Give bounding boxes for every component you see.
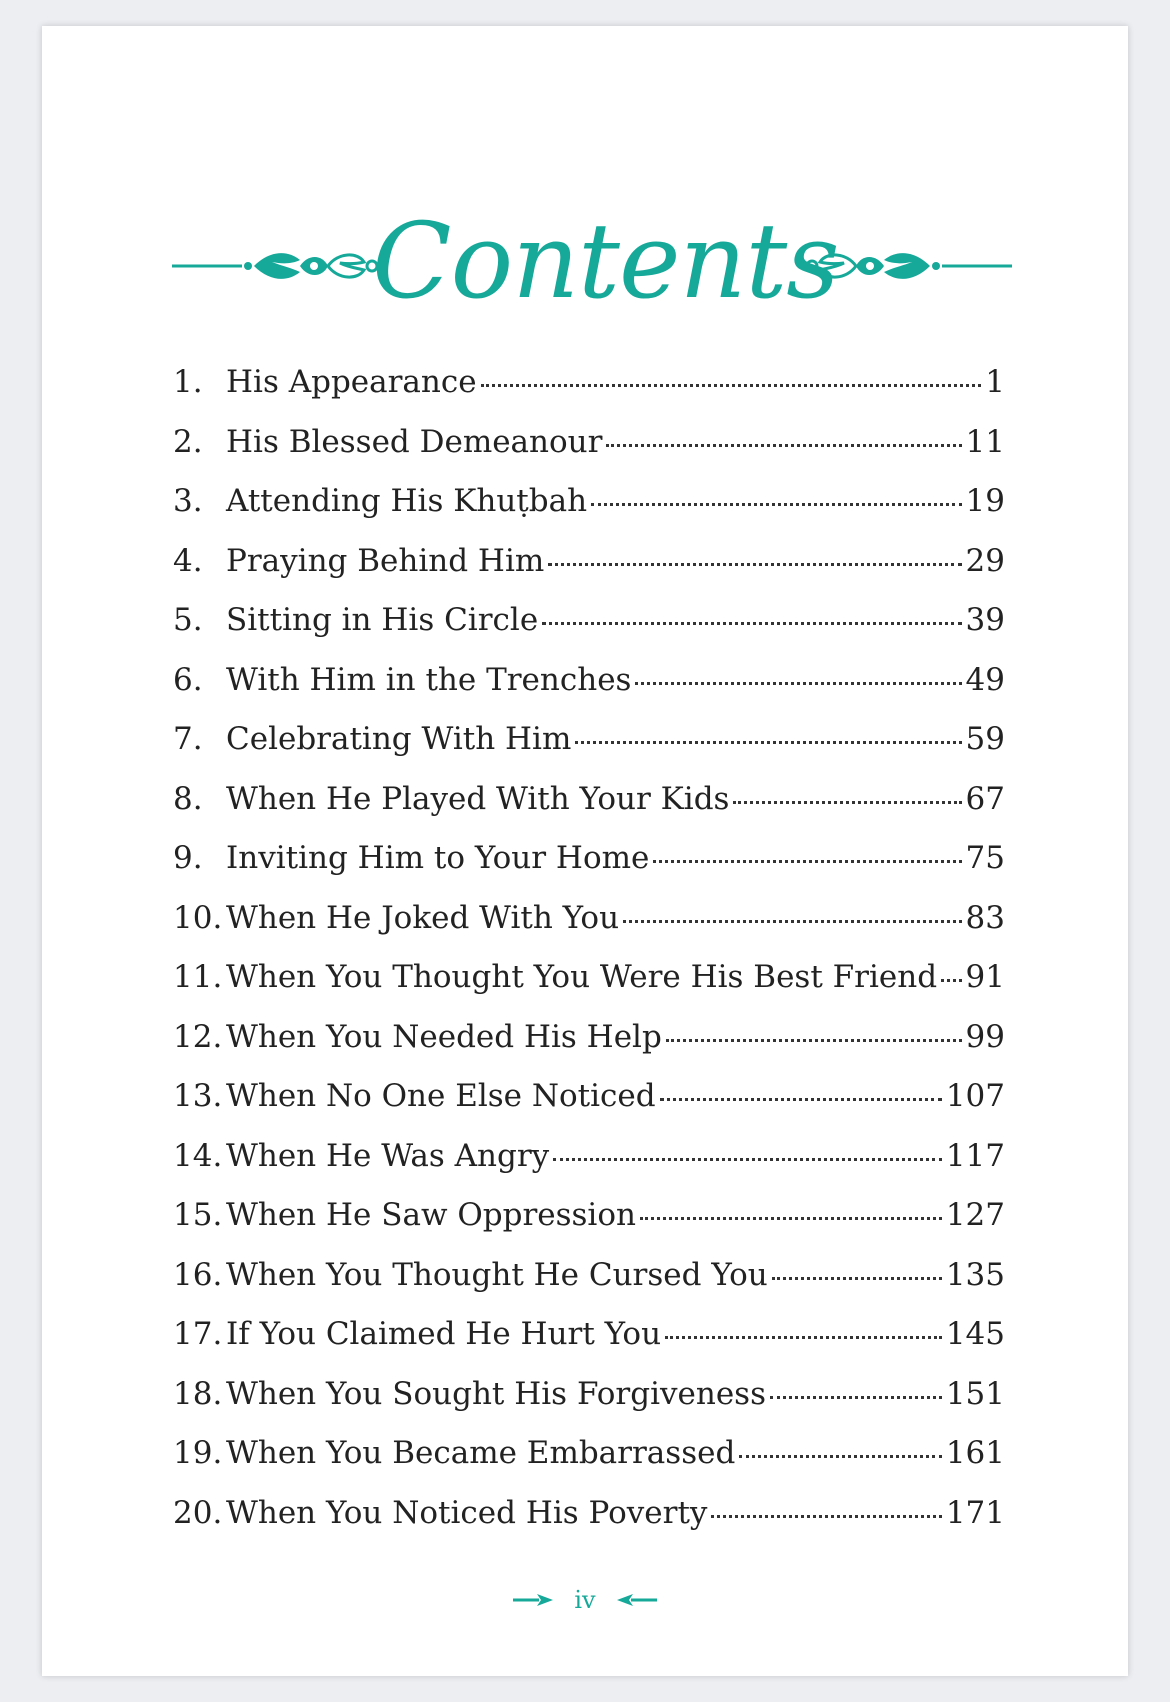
toc-entry[interactable] [173, 1257, 1005, 1317]
chapter-page: 39 [965, 602, 1005, 638]
chapter-number: 3. [173, 483, 203, 519]
chapter-number: 5. [173, 602, 203, 638]
dot-leader [542, 622, 961, 625]
chapter-page: 127 [945, 1197, 1005, 1233]
toc-entry[interactable] [173, 364, 1005, 424]
toc-entry[interactable] [173, 1316, 1005, 1376]
page-number: iv [574, 1586, 596, 1614]
chapter-title: When You Thought He Cursed You [226, 1256, 768, 1293]
dot-leader [772, 1277, 942, 1280]
chapter-page: 117 [945, 1137, 1005, 1174]
chapter-number: 1. [173, 364, 203, 400]
chapter-number: 8. [173, 780, 203, 817]
chapter-page: 67 [965, 780, 1005, 817]
chapter-number: 17. [173, 1316, 223, 1352]
chapter-title: When He Saw Oppression [226, 1197, 636, 1233]
chapter-title: When No One Else Noticed [226, 1078, 656, 1114]
chapter-number: 4. [173, 542, 203, 579]
chapter-page: 145 [945, 1316, 1005, 1352]
chapter-number: 2. [173, 423, 203, 460]
toc-entry[interactable] [173, 1019, 1005, 1079]
chapter-number: 6. [173, 661, 203, 698]
toc-entry[interactable] [173, 900, 1005, 960]
chapter-title: When You Needed His Help [226, 1018, 662, 1055]
dot-leader [666, 1039, 962, 1042]
dot-leader [575, 741, 961, 744]
chapter-page: 161 [945, 1435, 1005, 1471]
dot-leader [733, 801, 961, 804]
chapter-number: 18. [173, 1375, 223, 1412]
arrow-flourish-icon [513, 1593, 557, 1607]
toc-entry[interactable] [173, 959, 1005, 1019]
chapter-number: 15. [173, 1197, 223, 1233]
chapter-title: His Blessed Demeanour [226, 423, 603, 460]
chapter-title: When He Was Angry [226, 1137, 550, 1174]
toc-entry[interactable] [173, 1138, 1005, 1198]
toc-entry[interactable] [173, 721, 1005, 781]
chapter-page: 171 [945, 1494, 1005, 1531]
chapter-number: 20. [173, 1494, 223, 1531]
toc-entry[interactable] [173, 781, 1005, 841]
dot-leader [548, 563, 961, 566]
table-of-contents [173, 364, 1005, 1554]
chapter-title: Sitting in His Circle [226, 602, 539, 638]
dot-leader [481, 384, 982, 387]
chapter-title: Praying Behind Him [226, 542, 545, 579]
toc-entry[interactable] [173, 1435, 1005, 1495]
toc-entry[interactable] [173, 1078, 1005, 1138]
chapter-page: 99 [965, 1018, 1005, 1055]
chapter-title: Attending His Khuṭbah [226, 483, 588, 519]
toc-entry[interactable] [173, 1197, 1005, 1257]
chapter-page: 11 [965, 423, 1005, 460]
chapter-title: When He Played With Your Kids [226, 780, 730, 817]
chapter-number: 19. [173, 1435, 223, 1471]
chapter-title: Inviting Him to Your Home [226, 840, 650, 876]
chapter-page: 135 [945, 1256, 1005, 1293]
dot-leader [711, 1515, 941, 1518]
chapter-number: 10. [173, 899, 223, 936]
toc-entry[interactable] [173, 543, 1005, 603]
chapter-page: 151 [945, 1375, 1005, 1412]
floral-flourish-icon [802, 246, 1012, 286]
dot-leader [591, 503, 962, 506]
toc-entry[interactable] [173, 1376, 1005, 1436]
toc-entry[interactable] [173, 483, 1005, 543]
dot-leader [623, 920, 961, 923]
dot-leader [770, 1396, 942, 1399]
chapter-page: 19 [965, 483, 1005, 519]
chapter-number: 12. [173, 1018, 223, 1055]
chapter-page: 75 [965, 840, 1005, 876]
chapter-title: When You Noticed His Poverty [226, 1494, 708, 1531]
chapter-page: 59 [965, 721, 1005, 757]
chapter-title: When You Became Embarrassed [226, 1435, 736, 1471]
chapter-title: Celebrating With Him [226, 721, 572, 757]
chapter-page: 29 [965, 542, 1005, 579]
contents-header [172, 196, 1012, 336]
toc-entry[interactable] [173, 1495, 1005, 1555]
dot-leader [739, 1455, 942, 1458]
chapter-title: When You Thought You Were His Best Friend [226, 959, 938, 995]
dot-leader [941, 979, 961, 982]
dot-leader [640, 1217, 942, 1220]
chapter-number: 11. [173, 959, 223, 995]
toc-entry[interactable] [173, 602, 1005, 662]
chapter-title: With Him in the Trenches [226, 661, 632, 698]
toc-entry[interactable] [173, 424, 1005, 484]
chapter-title: When You Sought His Forgiveness [226, 1375, 766, 1412]
chapter-number: 9. [173, 840, 203, 876]
chapter-number: 16. [173, 1256, 223, 1293]
chapter-page: 1 [985, 364, 1005, 400]
chapter-page: 83 [965, 899, 1005, 936]
dot-leader [553, 1158, 942, 1161]
chapter-page: 49 [965, 661, 1005, 698]
chapter-page: 107 [945, 1078, 1005, 1114]
chapter-number: 14. [173, 1137, 223, 1174]
toc-entry[interactable] [173, 840, 1005, 900]
dot-leader [660, 1098, 942, 1101]
dot-leader [665, 1336, 942, 1339]
dot-leader [635, 682, 961, 685]
dot-leader [653, 860, 961, 863]
arrow-flourish-icon [613, 1593, 657, 1607]
toc-entry[interactable] [173, 662, 1005, 722]
book-page [42, 26, 1128, 1676]
chapter-page: 91 [965, 959, 1005, 995]
chapter-title: If You Claimed He Hurt You [226, 1316, 662, 1352]
chapter-title: When He Joked With You [226, 899, 620, 936]
chapter-title: His Appearance [226, 364, 477, 400]
chapter-number: 7. [173, 721, 203, 757]
page-footer [42, 1586, 1128, 1626]
chapter-number: 13. [173, 1078, 223, 1114]
floral-flourish-icon [172, 246, 382, 286]
dot-leader [606, 444, 961, 447]
page-title: Contents [372, 200, 839, 322]
